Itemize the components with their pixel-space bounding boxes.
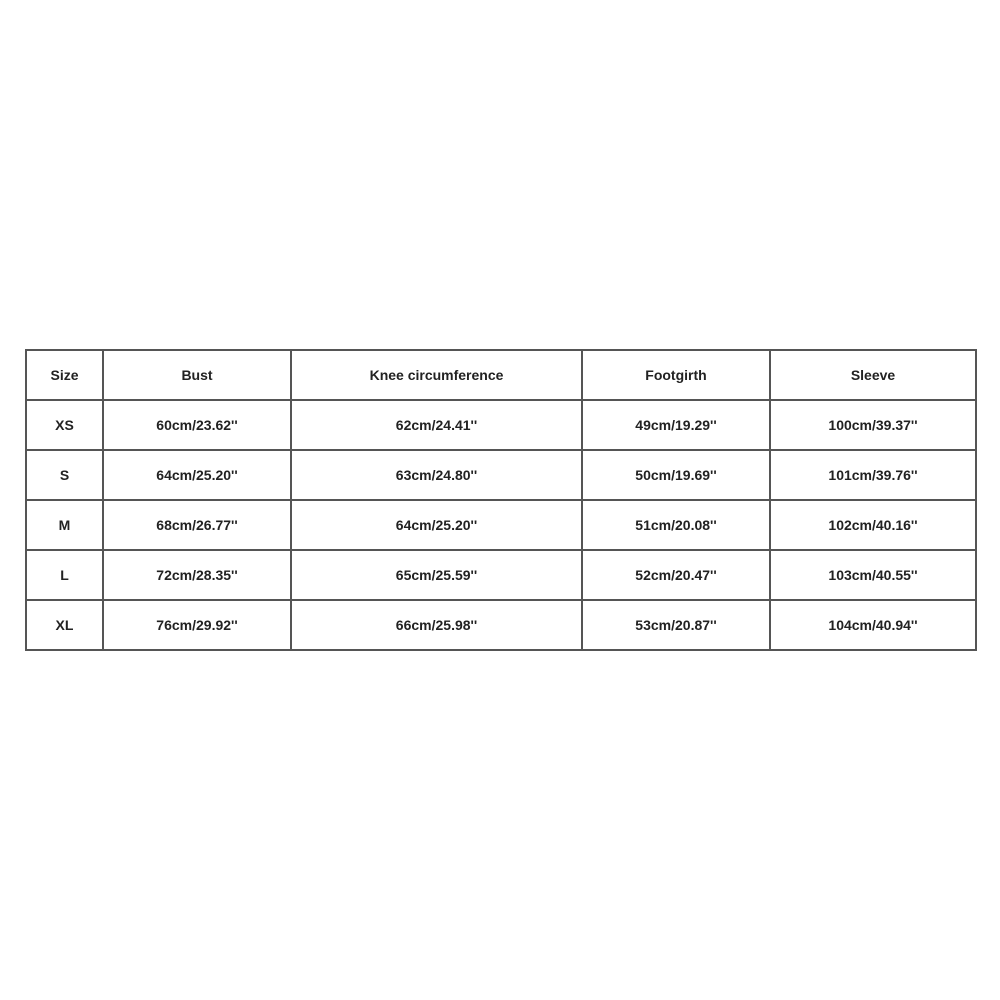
cell-sleeve: 100cm/39.37'' (770, 400, 976, 450)
cell-bust: 60cm/23.62'' (103, 400, 291, 450)
cell-bust: 64cm/25.20'' (103, 450, 291, 500)
header-size: Size (26, 350, 103, 400)
cell-footgirth: 51cm/20.08'' (582, 500, 770, 550)
cell-size: XS (26, 400, 103, 450)
table-row (26, 400, 976, 450)
cell-knee-circumference: 66cm/25.98'' (291, 600, 582, 650)
cell-knee-circumference: 64cm/25.20'' (291, 500, 582, 550)
table-row (26, 500, 976, 550)
cell-size: S (26, 450, 103, 500)
table-row (26, 450, 976, 500)
cell-footgirth: 49cm/19.29'' (582, 400, 770, 450)
table-row (26, 600, 976, 650)
cell-size: M (26, 500, 103, 550)
cell-footgirth: 50cm/19.69'' (582, 450, 770, 500)
cell-size: L (26, 550, 103, 600)
cell-sleeve: 102cm/40.16'' (770, 500, 976, 550)
cell-size: XL (26, 600, 103, 650)
cell-knee-circumference: 63cm/24.80'' (291, 450, 582, 500)
size-chart-table (25, 349, 977, 651)
header-sleeve: Sleeve (770, 350, 976, 400)
cell-footgirth: 53cm/20.87'' (582, 600, 770, 650)
header-knee-circumference: Knee circumference (291, 350, 582, 400)
cell-sleeve: 103cm/40.55'' (770, 550, 976, 600)
cell-sleeve: 101cm/39.76'' (770, 450, 976, 500)
table-header-row (26, 350, 976, 400)
cell-sleeve: 104cm/40.94'' (770, 600, 976, 650)
cell-bust: 68cm/26.77'' (103, 500, 291, 550)
cell-knee-circumference: 62cm/24.41'' (291, 400, 582, 450)
cell-bust: 76cm/29.92'' (103, 600, 291, 650)
header-footgirth: Footgirth (582, 350, 770, 400)
cell-footgirth: 52cm/20.47'' (582, 550, 770, 600)
cell-bust: 72cm/28.35'' (103, 550, 291, 600)
table-row (26, 550, 976, 600)
cell-knee-circumference: 65cm/25.59'' (291, 550, 582, 600)
header-bust: Bust (103, 350, 291, 400)
